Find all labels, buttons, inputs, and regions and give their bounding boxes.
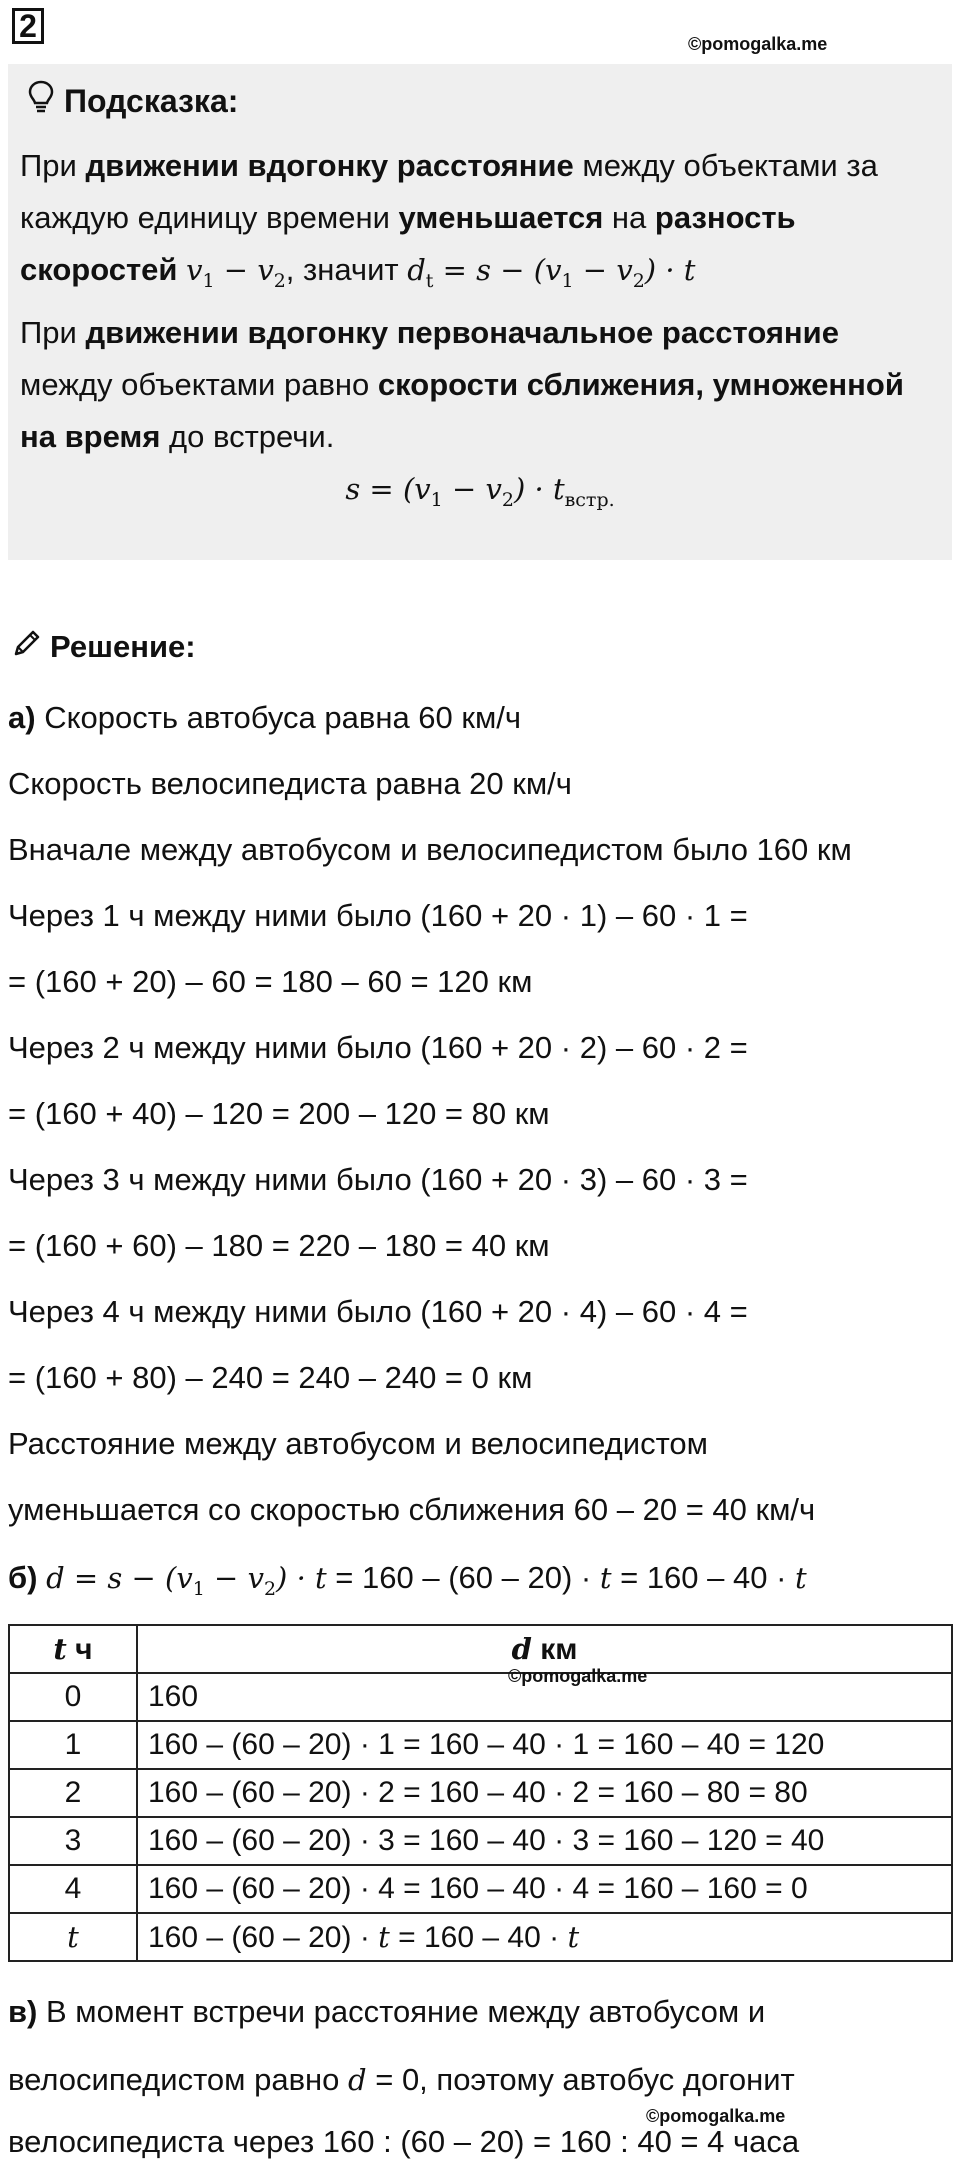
solution-line-b: б) $d = s - (v_1 - v_2) \cdot t = 160 - (60 - 20) \cdot t = 160 - 40 \cdot t$ xyxy=(8,1560,807,1600)
solution-line: уменьшается со скоростью сближения 60 – 20 = 40 км/ч xyxy=(8,1492,816,1527)
hint-text xyxy=(20,140,940,526)
distance-table xyxy=(8,1624,953,1962)
table-header-row xyxy=(9,1625,952,1673)
table-row: t 160 – (60 – 20) · t = 160 – 40 · t xyxy=(9,1913,952,1961)
table-row: 4 160 – (60 – 20) · 4 = 160 – 40 · 4 = 160 – 160 = 0 xyxy=(9,1865,952,1913)
solution-title: Решение: xyxy=(12,628,196,666)
solution-line: Расстояние между автобусом и велосипедистом xyxy=(8,1426,708,1461)
solution-line: Вначале между автобусом и велосипедистом было 160 км xyxy=(8,832,852,867)
formula-meeting: $s = (v_1 - v_2) \cdot t_{встр.}$ xyxy=(345,471,615,511)
solution-line-v: в) В момент встречи расстояние между автобусом и xyxy=(8,1994,766,2029)
solution-line: Через 4 ч между ними было (160 + 20 · 4) – 60 · 4 = xyxy=(8,1294,748,1329)
formula-v1-v2: $v_1 - v_2$ xyxy=(186,253,286,292)
watermark: ©pomogalka.me xyxy=(688,34,828,54)
hint-paragraph-1: При движении вдогонку расстояние между объектами за каждую единицу времени уменьшается на разность скоростей $v_1 - v_2$, значит $d_t = s - (v_1 - v_2) \cdot t$ xyxy=(20,148,878,292)
watermark: ©pomogalka.me xyxy=(508,1666,648,1686)
table-row: 2 160 – (60 – 20) · 2 = 160 – 40 · 2 = 160 – 80 = 80 xyxy=(9,1769,952,1817)
lightbulb-icon xyxy=(28,80,54,122)
solution-line: = (160 + 40) – 120 = 200 – 120 = 80 км xyxy=(8,1096,550,1131)
solution-line: велосипедистом равно d = 0, поэтому автобус догонит xyxy=(8,2062,795,2097)
solution-line: = (160 + 20) – 60 = 180 – 60 = 120 км xyxy=(8,964,533,999)
table-row: 1 160 – (60 – 20) · 1 = 160 – 40 · 1 = 160 – 40 = 120 xyxy=(9,1721,952,1769)
hint-paragraph-2: При движении вдогонку первоначальное расстояние между объектами равно скорости сближения, умноженной на время до встречи. xyxy=(20,314,904,454)
solution-line: Скорость велосипедиста равна 20 км/ч xyxy=(8,766,572,801)
table-row: 3 160 – (60 – 20) · 3 = 160 – 40 · 3 = 160 – 120 = 40 xyxy=(9,1817,952,1865)
solution-line: Через 3 ч между ними было (160 + 20 · 3) – 60 · 3 = xyxy=(8,1162,748,1197)
solution-line-a: а) Скорость автобуса равна 60 км/ч xyxy=(8,700,522,735)
solution-line: = (160 + 80) – 240 = 240 – 240 = 0 км xyxy=(8,1360,533,1395)
solution-line: = (160 + 60) – 180 = 220 – 180 = 40 км xyxy=(8,1228,550,1263)
hint-title: Подсказка: xyxy=(28,80,238,122)
watermark: ©pomogalka.me xyxy=(646,2106,786,2126)
table-header-t: t ч xyxy=(9,1625,137,1673)
table-header-d: d км xyxy=(137,1625,952,1673)
task-number: 2 xyxy=(12,8,44,44)
formula-dt: $d_t = s - (v_1 - v_2) \cdot t$ xyxy=(407,253,696,292)
solution-line: велосипедиста через 160 : (60 – 20) = 160 : 40 = 4 часа xyxy=(8,2124,800,2159)
pencil-icon xyxy=(12,628,42,666)
table-row: 0 160 xyxy=(9,1673,952,1721)
solution-line: Через 2 ч между ними было (160 + 20 · 2) – 60 · 2 = xyxy=(8,1030,748,1065)
solution-line: Через 1 ч между ними было (160 + 20 · 1) – 60 · 1 = xyxy=(8,898,748,933)
